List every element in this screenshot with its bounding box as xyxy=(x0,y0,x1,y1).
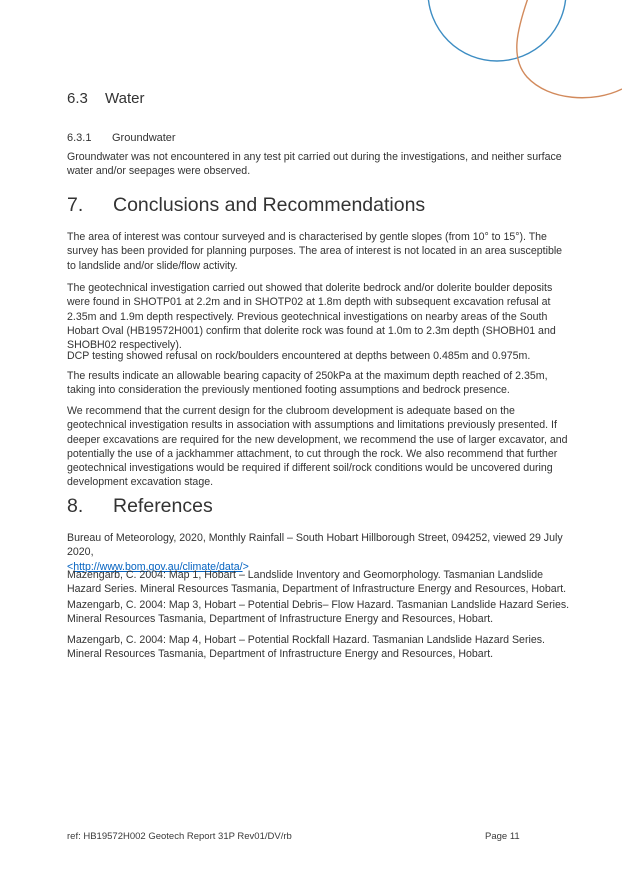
blue-circle-decoration xyxy=(428,0,566,61)
section-heading-water xyxy=(67,90,570,108)
paragraph-area-of-interest: The area of interest was contour surveyed and is characterised by gentle slopes (from 10° to 15°). The survey has been provided for planning purposes. The area of interest is not located in an area susceptible to landslide and/or slide/flow activity. xyxy=(67,231,563,272)
reference-map4: Mazengarb, C. 2004: Map 4, Hobart – Potential Rockfall Hazard. Tasmanian Landslide Hazard Series. Mineral Resources Tasmania, Department of Infrastructure Energy and Resources, Hobart. xyxy=(67,634,545,661)
section-number: 6.3.1 xyxy=(67,132,92,144)
footer-ref: ref: HB19572H002 Geotech Report 31P Rev01/DV/rb xyxy=(67,831,292,842)
bom-link[interactable]: http://www.bom.gov.au/climate/data/ xyxy=(73,560,243,573)
section-title: Water xyxy=(105,90,145,107)
link-open-bracket: < xyxy=(67,560,74,573)
reference-map3: Mazengarb, C. 2004: Map 3, Hobart – Potential Debris– Flow Hazard. Tasmanian Landslide Hazard Series. Mineral Resources Tasmania, Department of Infrastructure Energy and Resources, Hobart. xyxy=(67,599,570,626)
section-number: 7. xyxy=(67,194,84,216)
section-title: Conclusions and Recommendations xyxy=(113,194,426,216)
orange-circle-decoration xyxy=(517,0,622,98)
paragraph-geotechnical-investigation: The geotechnical investigation carried out showed that dolerite bedrock and/or dolerite boulder deposits were found in SHOTP01 at 2.2m and in SHOTP02 at 1.8m depth with subsequent excavation refusal at 2.35m and 1.9m depth respectively. Previous geotechnical investigations on nearby areas of the South Hobart Oval (HB19572H001) confirm that dolerite rock was found at 1.0m to 2.3m depth (SHOBH01 and SHOBH02 respectively). xyxy=(67,282,556,352)
footer-page-number: Page 11 xyxy=(485,831,520,842)
section-title: References xyxy=(113,495,213,517)
section-number: 6.3 xyxy=(67,90,88,107)
section-heading-references xyxy=(67,494,570,519)
reference-bom-text: Bureau of Meteorology, 2020, Monthly Rainfall – South Hobart Hillborough Street, 094252, viewed 29 July 2020, xyxy=(67,532,563,559)
section-heading-conclusions xyxy=(67,193,570,218)
section-heading-groundwater xyxy=(67,131,570,145)
reference-map1: Mazengarb, C. 2004: Map 1, Hobart – Landslide Inventory and Geomorphology. Tasmanian Landslide Hazard Series. Mineral Resources Tasmania, Department of Infrastructure Energy and Resources, Hobart. xyxy=(67,569,567,596)
paragraph-recommendation: We recommend that the current design for the clubroom development is adequate based on the geotechnical investigation results in association with assumptions and limitations previously presented. If deeper excavations are required for the new development, we recommend the use of larger excavator, and potentially the use of a jackhammer attachment, to cut through the rock. We also recommend that further geotechnical investigations would be required if different soil/rock conditions would be uncovered during development excavation stage. xyxy=(67,405,568,489)
link-close-bracket: > xyxy=(242,560,249,573)
section-number: 8. xyxy=(67,495,84,517)
paragraph-bearing-capacity: The results indicate an allowable bearing capacity of 250kPa at the maximum depth reached of 2.35m, taking into consideration the previously mentioned footing assumptions and bedrock presence. xyxy=(67,370,548,397)
section-title: Groundwater xyxy=(112,132,176,144)
paragraph-dcp-testing: DCP testing showed refusal on rock/boulders encountered at depths between 0.485m and 0.975m. xyxy=(67,350,531,362)
paragraph-groundwater: Groundwater was not encountered in any test pit carried out during the investigations, and neither surface water and/or seepages were observed. xyxy=(67,151,562,178)
